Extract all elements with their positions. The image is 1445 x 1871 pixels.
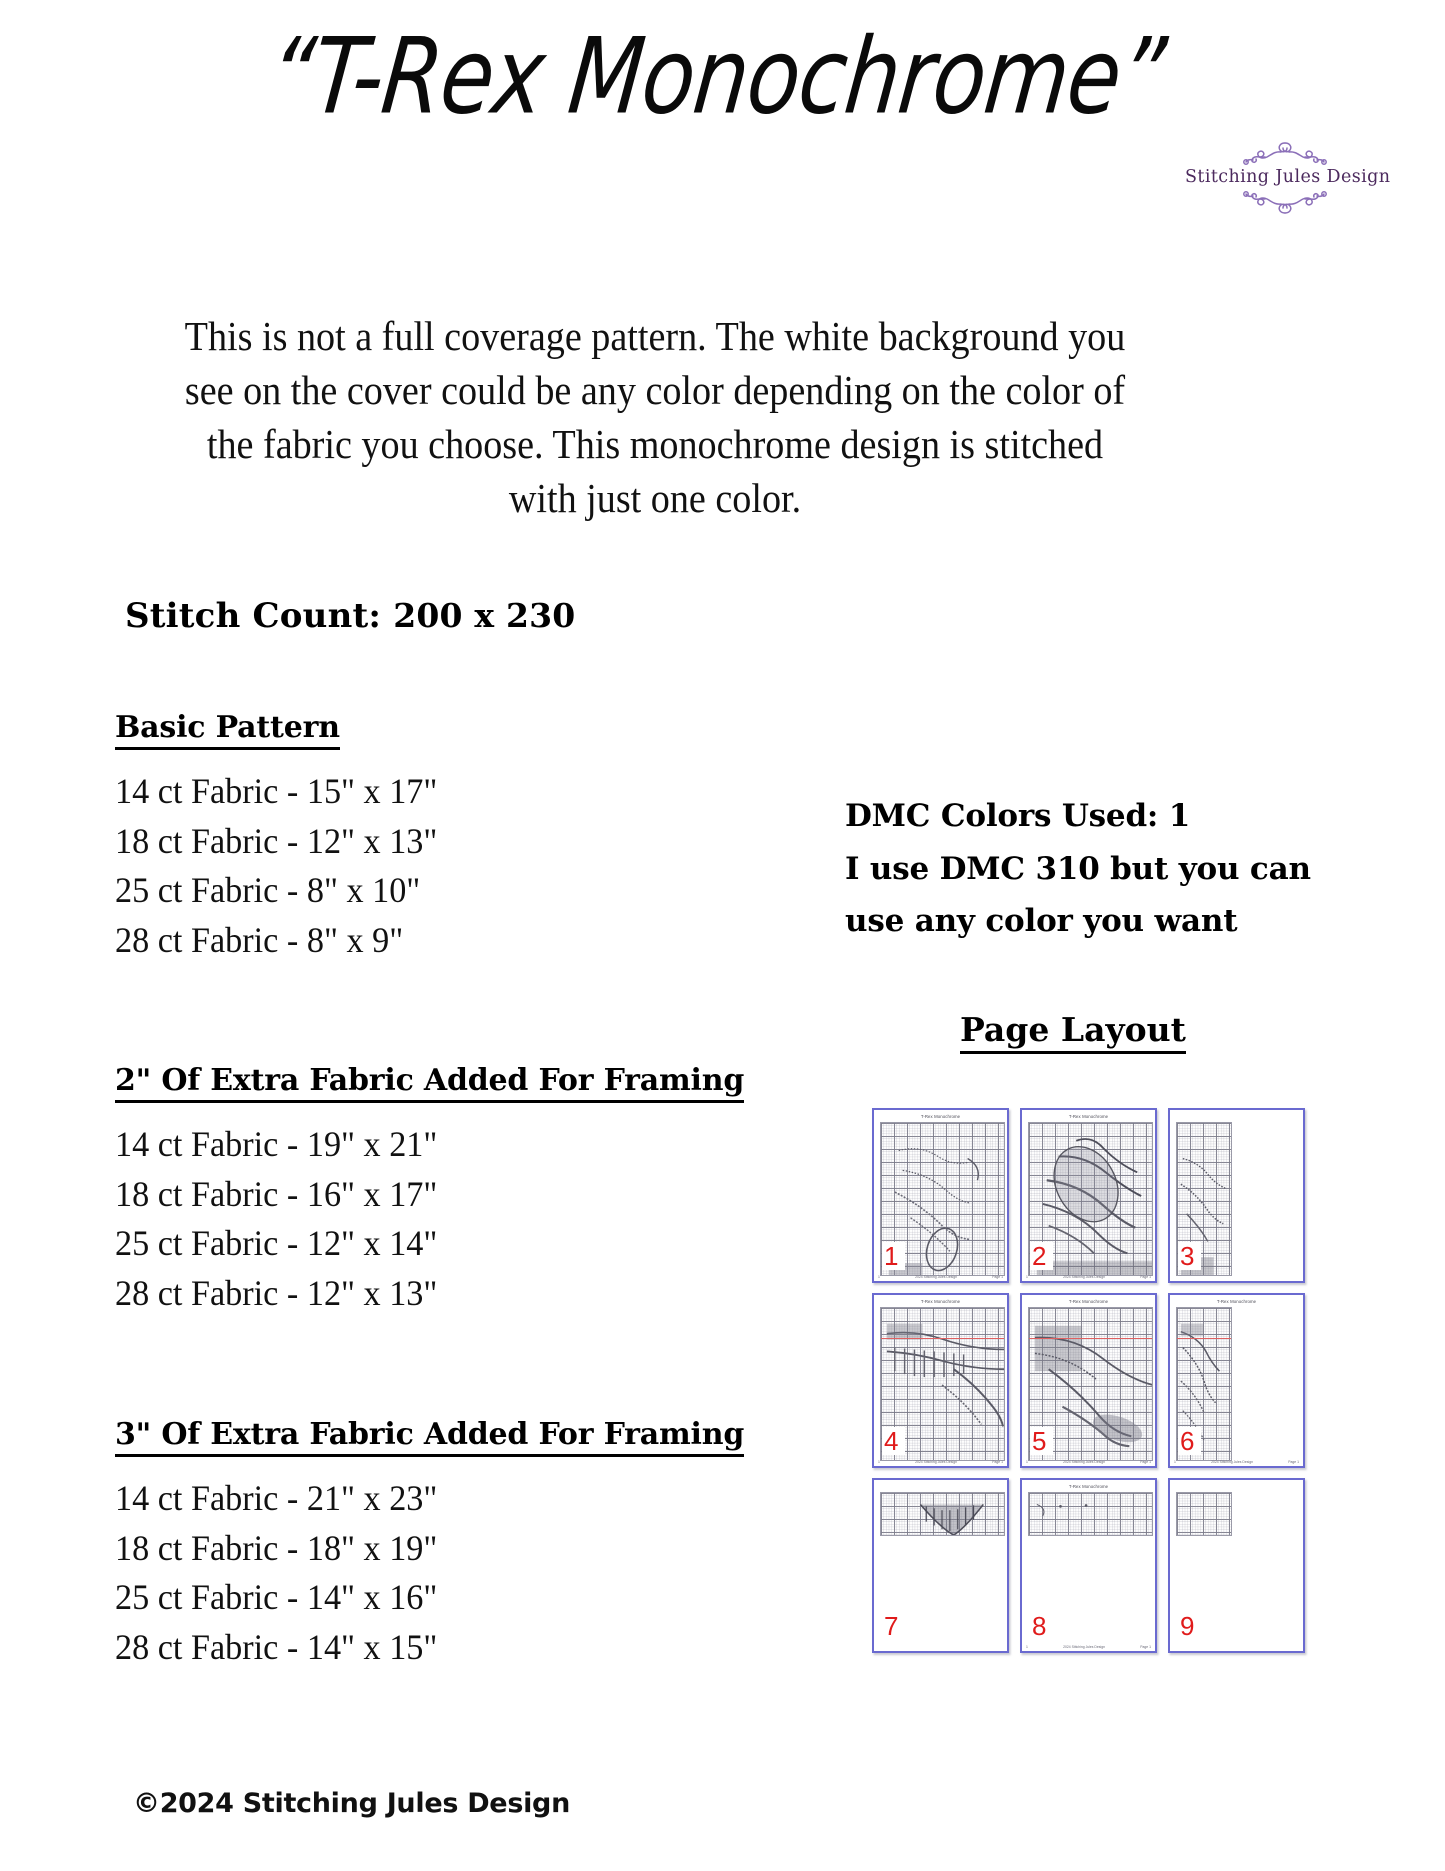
- thumbnail-footer-left: 1: [1026, 1275, 1028, 1279]
- thumbnail-footer: [1026, 1275, 1151, 1279]
- flourish-top-icon: [1185, 140, 1385, 166]
- thumbnail-artwork: [1029, 1493, 1152, 1535]
- thumbnail-chart-grid: [1176, 1492, 1232, 1536]
- page-thumbnail-5[interactable]: [1020, 1293, 1157, 1468]
- page-thumbnail-6[interactable]: [1168, 1293, 1305, 1468]
- thumbnail-page-number: 3: [1178, 1242, 1201, 1270]
- thumbnail-page-number: 5: [1030, 1427, 1053, 1455]
- thumbnail-footer: [1026, 1645, 1151, 1649]
- fabric-line: 28 ct Fabric - 12" x 13": [115, 1273, 438, 1314]
- thumbnail-chart-grid: [1028, 1492, 1153, 1536]
- document-header: [0, 0, 1445, 230]
- thumbnail-title: T-Rex Monochrome: [1068, 1484, 1109, 1489]
- thumbnail-footer-left: 1: [1026, 1460, 1028, 1464]
- thumbnail-page-number: 6: [1178, 1427, 1201, 1455]
- thumbnail-footer-right: Page 1: [1288, 1460, 1299, 1464]
- dmc-colors-block: [845, 790, 1405, 948]
- thumbnail-title: T-Rex Monochrome: [920, 1114, 961, 1119]
- thumbnail-artwork: [1177, 1493, 1231, 1535]
- thumbnail-footer-center: 2024 Stitching Jules Design: [1063, 1645, 1105, 1649]
- page-thumbnail-8[interactable]: [1020, 1478, 1157, 1653]
- chart-red-guideline: [881, 1338, 1004, 1339]
- intro-paragraph: This is not a full coverage pattern. The white background you see on the cover could be any color depending on the color of the fabric you choose. This monochrome design is stitched with just one color.: [184, 313, 1126, 522]
- page-thumbnail-4[interactable]: [872, 1293, 1009, 1468]
- stitch-count-label: Stitch Count:: [125, 596, 382, 636]
- dmc-line: DMC Colors Used: 1: [845, 798, 1191, 834]
- flourish-bottom-icon: [1185, 190, 1385, 216]
- thumbnail-footer-right: Page 1: [1140, 1460, 1151, 1464]
- thumbnail-footer: [1174, 1460, 1299, 1464]
- thumbnail-footer-left: 1: [878, 1275, 880, 1279]
- fabric-line: 14 ct Fabric - 15" x 17": [115, 771, 438, 811]
- page-thumbnail-7[interactable]: [872, 1478, 1009, 1653]
- brand-name: Stitching Jules Design: [1185, 167, 1391, 187]
- page-thumbnail-1[interactable]: [872, 1108, 1009, 1283]
- dmc-line: use any color you want: [845, 903, 1238, 940]
- stitch-count: [125, 596, 575, 636]
- thumbnail-chart-grid: [880, 1492, 1005, 1536]
- thumbnail-page-number: 1: [882, 1242, 905, 1270]
- section-heading: 3" Of Extra Fabric Added For Framing: [115, 1417, 744, 1457]
- page-title: “T-Rex Monochrome”: [263, 15, 1170, 138]
- brand-logo: [1185, 140, 1391, 216]
- thumbnail-artwork: [881, 1493, 1004, 1535]
- fabric-section-extra-3in: [115, 1417, 795, 1673]
- fabric-section-extra-2in: [115, 1063, 795, 1319]
- thumbnail-title: T-Rex Monochrome: [1068, 1114, 1109, 1119]
- page-thumbnail-2[interactable]: [1020, 1108, 1157, 1283]
- thumbnail-footer-right: Page 1: [1140, 1275, 1151, 1279]
- thumbnail-page-number: 8: [1030, 1612, 1053, 1640]
- page-layout-grid: [872, 1108, 1304, 1653]
- fabric-line: 25 ct Fabric - 14" x 16": [115, 1577, 438, 1618]
- fabric-line: 14 ct Fabric - 19" x 21": [115, 1124, 438, 1164]
- thumbnail-footer-right: Page 1: [992, 1275, 1003, 1279]
- thumbnail-footer-center: 2024 Stitching Jules Design: [915, 1460, 957, 1464]
- chart-red-guideline: [1029, 1338, 1152, 1339]
- thumbnail-footer: [1026, 1460, 1151, 1464]
- fabric-line: 14 ct Fabric - 21" x 23": [115, 1478, 438, 1518]
- thumbnail-footer-right: Page 1: [1140, 1645, 1151, 1649]
- page-thumbnail-9[interactable]: [1168, 1478, 1305, 1653]
- thumbnail-footer-left: 1: [878, 1460, 880, 1464]
- fabric-line: 25 ct Fabric - 12" x 14": [115, 1223, 438, 1264]
- thumbnail-footer-left: 1: [1026, 1645, 1028, 1649]
- fabric-section-basic: [115, 710, 795, 966]
- thumbnail-page-number: 2: [1030, 1242, 1053, 1270]
- page-layout-heading: Page Layout: [960, 1010, 1186, 1054]
- thumbnail-footer-center: 2024 Stitching Jules Design: [1211, 1460, 1253, 1464]
- fabric-line: 18 ct Fabric - 18" x 19": [115, 1527, 438, 1568]
- section-heading: 2" Of Extra Fabric Added For Framing: [115, 1063, 744, 1103]
- fabric-line: 25 ct Fabric - 8" x 10": [115, 870, 421, 911]
- thumbnail-footer-center: 2024 Stitching Jules Design: [1063, 1460, 1105, 1464]
- thumbnail-footer: [878, 1460, 1003, 1464]
- fabric-line: 18 ct Fabric - 12" x 13": [115, 820, 438, 861]
- fabric-line: 28 ct Fabric - 8" x 9": [115, 920, 404, 961]
- thumbnail-footer-center: 2024 Stitching Jules Design: [1063, 1275, 1105, 1279]
- thumbnail-page-number: 4: [882, 1427, 905, 1455]
- stitch-count-value: 200 x 230: [393, 596, 576, 635]
- section-heading: Basic Pattern: [115, 710, 340, 750]
- dmc-line: I use DMC 310 but you can: [845, 850, 1311, 887]
- thumbnail-footer: [878, 1275, 1003, 1279]
- thumbnail-title: T-Rex Monochrome: [1216, 1299, 1257, 1304]
- page-thumbnail-3[interactable]: [1168, 1108, 1305, 1283]
- thumbnail-footer-right: Page 1: [992, 1460, 1003, 1464]
- thumbnail-footer-left: 1: [1174, 1460, 1176, 1464]
- thumbnail-title: T-Rex Monochrome: [1068, 1299, 1109, 1304]
- chart-red-guideline: [1177, 1338, 1231, 1339]
- footer-copyright: ©2024 Stitching Jules Design: [133, 1788, 570, 1819]
- thumbnail-title: T-Rex Monochrome: [920, 1299, 961, 1304]
- fabric-line: 18 ct Fabric - 16" x 17": [115, 1173, 438, 1214]
- fabric-line: 28 ct Fabric - 14" x 15": [115, 1627, 438, 1668]
- thumbnail-page-number: 9: [1178, 1612, 1201, 1640]
- thumbnail-footer-center: 2024 Stitching Jules Design: [915, 1275, 957, 1279]
- thumbnail-page-number: 7: [882, 1612, 905, 1640]
